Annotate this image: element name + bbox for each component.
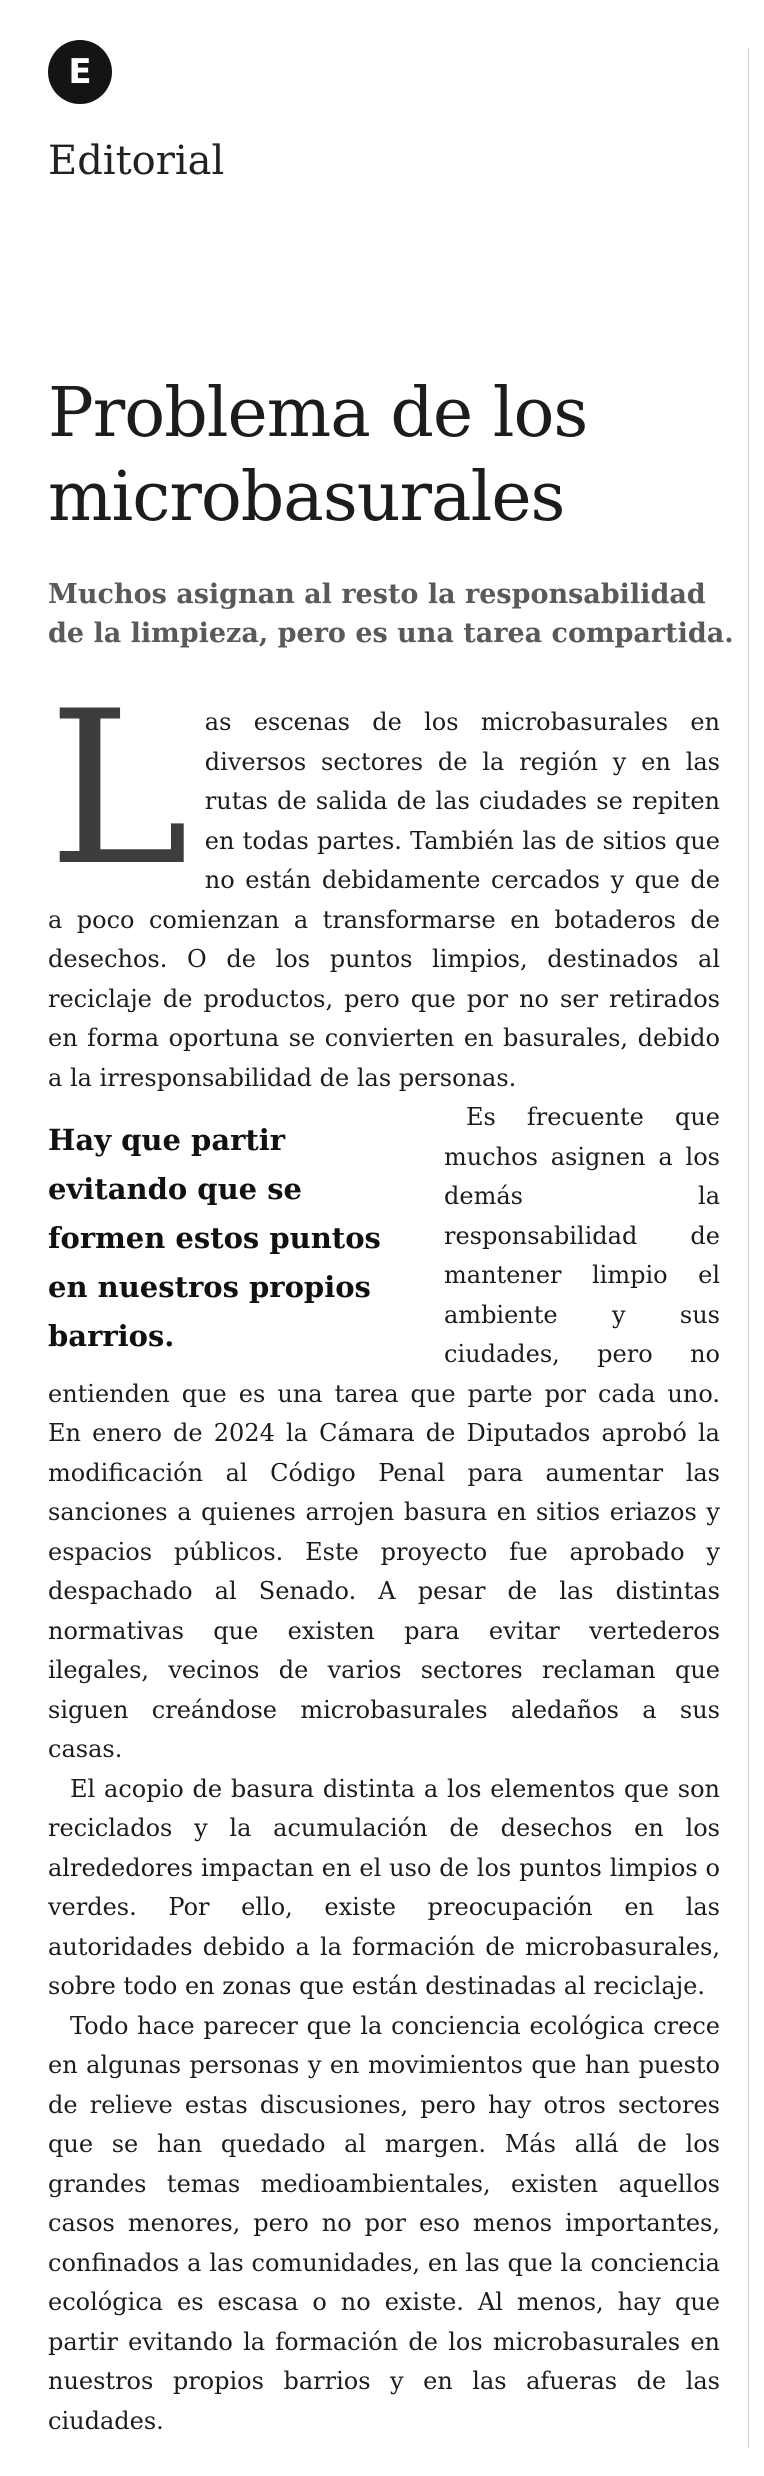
column-rule <box>748 48 749 2448</box>
deck-subtitle: Muchos asignan al resto la responsabilidad de la limpieza, pero es una tarea compartida. <box>48 579 734 649</box>
publication-logo-badge: E <box>48 40 112 104</box>
paragraph-4: Todo hace parecer que la conciencia ecológica crece en algunas personas y en movimientos que han puesto de relieve estas discusiones, pero hay otros sectores que se han quedado al margen. Más allá de los grandes temas medioambientales, existen aquellos casos menores, pero no por eso menos importantes, confinados a las comunidades, en las que la conciencia ecológica es escasa o no existe. Al menos, hay que partir evitando la formación de los microbasurales en nuestros propios barrios y en las afueras de las ciudades. <box>48 2011 720 2435</box>
paragraph-2-text: Es frecuente que muchos asignen a los demás la responsabilidad de mantener limpio el ambiente y sus ciudades, pero no entienden que es una tarea que parte por cada uno. En enero de 2024 la Cámara de Diputados aprobó la modificación al Código Penal para aumentar las sanciones a quienes arrojen basura en sitios eriazos y espacios públicos. Este proyecto fue aprobado y despachado al Senado. A pesar de las distintas normativas que existen para evitar vertederos ilegales, vecinos de varios sectores reclaman que siguen creándose microbasurales aledaños a sus casas. <box>48 1103 720 1763</box>
section-label: Editorial <box>48 138 225 184</box>
paragraph-1 <box>48 665 720 1098</box>
paragraph-3: El acopio de basura distinta a los elementos que son reciclados y la acumulación de desechos en los alrededores impactan en el uso de los puntos limpios o verdes. Por ello, existe preocupación en las autoridades debido a la formación de microbasurales, sobre todo en zonas que están destinadas al reciclaje. <box>48 1774 720 2000</box>
article-body <box>48 665 720 2441</box>
drop-cap: L <box>48 665 189 912</box>
pull-quote: Hay que partir evitando que se formen estos puntos en nuestros propios barrios. <box>48 1123 381 1353</box>
paragraph-1-text: as escenas de los microbasurales en diversos sectores de la región y en las rutas de salida de las ciudades se repiten en todas partes. También las de sitios que no están debidamente cercados y que de a poco comienzan a transformarse en botaderos de desechos. O de los puntos limpios, destinados al reciclaje de productos, pero que por no ser retirados en forma oportuna se convierten en basurales, debido a la irresponsabilidad de las personas. <box>48 708 720 1092</box>
headline: Problema de los microbasurales <box>48 374 588 537</box>
paragraph-2 <box>48 1098 720 1770</box>
